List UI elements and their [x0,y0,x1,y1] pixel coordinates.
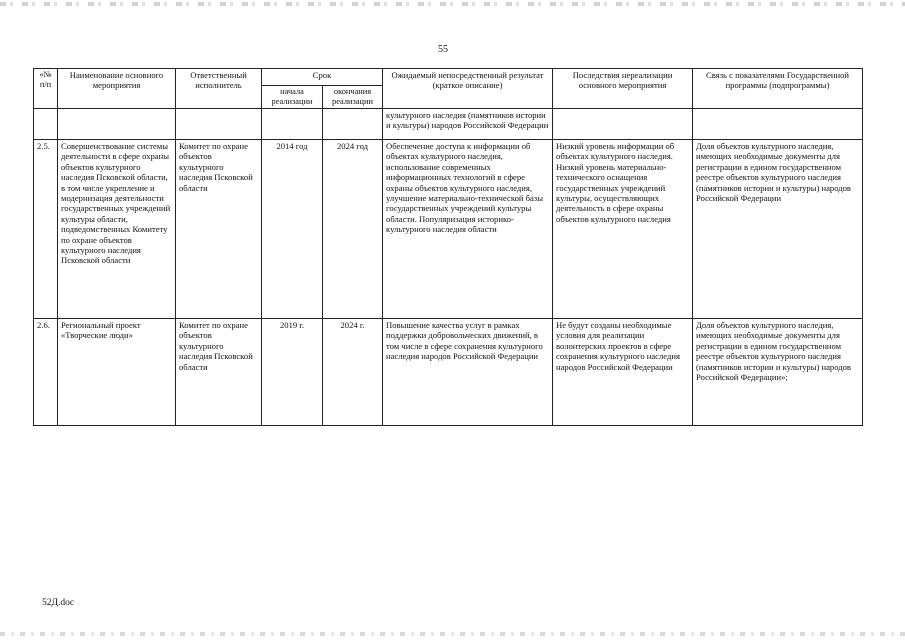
scan-artifact-top [0,2,905,6]
row-end: 2024 год [323,140,383,319]
row-num: 2.6. [34,319,58,426]
scan-artifact-bottom [0,632,905,636]
row-consequences: Низкий уровень информации об объектах культурного наследия. Низкий уровень материально-технического оснащения государственных учреждений культуры, осуществляющих деятельность в сфере охраны объектов культурного наследия [553,140,693,319]
row-start: 2019 г. [262,319,323,426]
row-link: Доля объектов культурного наследия, имеющих необходимые документы для регистрации в едином государственном реестре объектов культурного наследия (памятников истории и культуры) народов Российской Федерации [693,140,863,319]
cell-empty [176,109,262,140]
row-consequences: Не будут созданы необходимые условия для реализации волонтерских проектов в сфере сохранения культурного наследия народов Российской Федерации [553,319,693,426]
cell-empty [34,109,58,140]
row-name: Региональный проект «Творческие люди» [58,319,176,426]
table-header-row [34,69,863,86]
row-executor: Комитет по охране объектов культурного наследия Псковской области [176,140,262,319]
header-end: окончания реализации [323,86,383,109]
activities-table [33,68,863,426]
row-end: 2024 г. [323,319,383,426]
cell-empty [58,109,176,140]
footer-filename: 52Д.doc [42,598,75,608]
row-link: Доля объектов культурного наследия, имеющих необходимые документы для регистрации в едином государственном реестре объектов культурного наследия (памятников истории и культуры) народов Российской Федерации»; [693,319,863,426]
row-num: 2.5. [34,140,58,319]
row-name: Совершенствование системы деятельности в сфере охраны объектов культурного наследия Псковской области, в том числе укрепление и модернизация деятельности государственных учреждений культуры области, подведомственных Комитету по охране объектов культурного наследия Псковской области [58,140,176,319]
table-row [34,319,863,426]
header-result: Ожидаемый непосредственный результат (краткое описание) [383,69,553,109]
row-executor: Комитет по охране объектов культурного наследия Псковской области [176,319,262,426]
cell-empty [693,109,863,140]
header-consequences: Последствия нереализации основного мероприятия [553,69,693,109]
continuation-text: культурного наследия (памятников истории и культуры) народов Российской Федерации [383,109,553,140]
cell-empty [553,109,693,140]
header-name: Наименование основного мероприятия [58,69,176,109]
row-start: 2014 год [262,140,323,319]
cell-empty [262,109,323,140]
continuation-row [34,109,863,140]
header-executor: Ответственный исполнитель [176,69,262,109]
page-number: 55 [438,44,448,55]
row-result: Обеспечение доступа к информации об объектах культурного наследия, использование современных информационных технологий в сфере охраны объектов культурного наследия, улучшение материально-технической базы государственных учреждений культуры области. Популяризация историко-культурного наследия области [383,140,553,319]
header-link: Связь с показателями Государственной программы (подпрограммы) [693,69,863,109]
cell-empty [323,109,383,140]
header-start: начала реализации [262,86,323,109]
header-num: «№ п/п [34,69,58,109]
row-result: Повышение качества услуг в рамках поддержки добровольческих движений, в том числе в сфере сохранения культурного наследия народов Российской Федерации [383,319,553,426]
header-term: Срок [262,69,383,86]
table-row [34,140,863,319]
